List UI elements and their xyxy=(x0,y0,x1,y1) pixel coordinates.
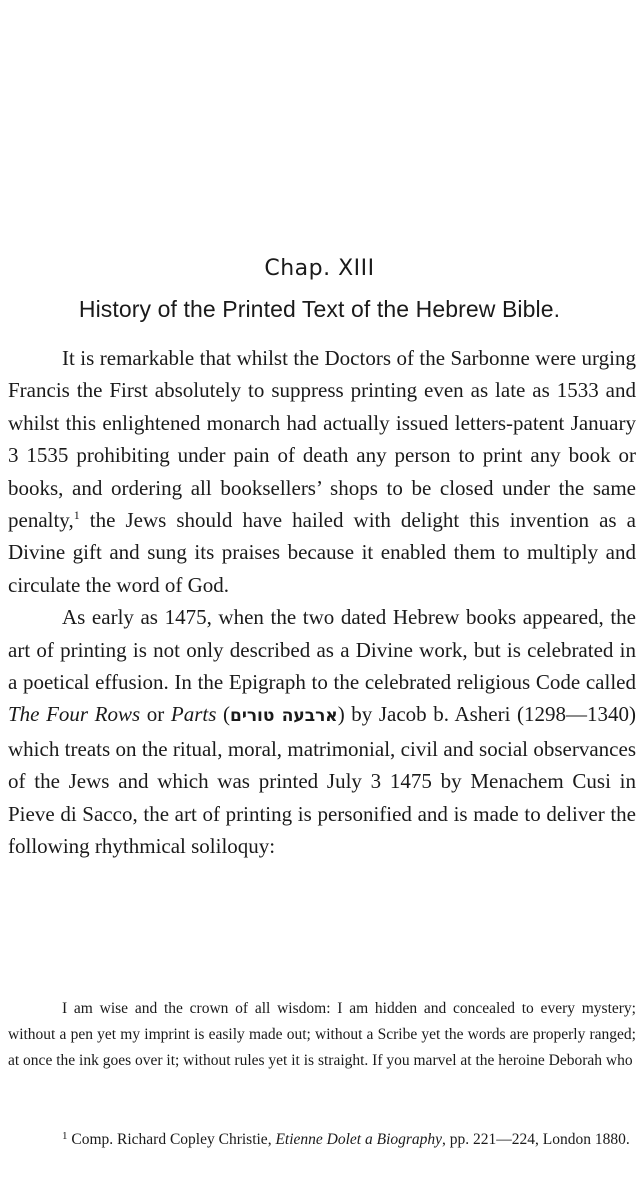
footnote-text-b: , pp. 221—224, London 1880. xyxy=(442,1131,630,1148)
paragraph-2-text-b: ) by Jacob b. Asheri (1298—1340) which treats on the ritual, moral, matrimonial, civil and social observances of the Jews and which was printed July 3 1475 by Menachem Cusi in Pieve di Sacco, the art of printing is personified and is made to deliver the following rhythmical soliloquy: xyxy=(8,702,637,859)
chapter-title: History of the Printed Text of the Hebrew Bible. xyxy=(78,296,561,322)
footnote-text-a: Comp. Richard Copley Christie, xyxy=(67,1131,276,1148)
block-quote xyxy=(8,996,636,1074)
paragraph-1-text-b: the Jews should have hailed with delight this invention as a Divine gift and sung its praises because it enabled them to multiply and circulate the word of God. xyxy=(8,508,636,597)
hebrew-title: ארבעה טורים xyxy=(229,706,338,727)
paragraph-2-or: or xyxy=(140,702,171,727)
paragraph-2-paren: ( xyxy=(216,702,230,727)
paragraph-2 xyxy=(8,601,636,862)
chapter-heading: Chap. XIII xyxy=(264,256,375,281)
footnote xyxy=(8,1124,636,1152)
footnote-reference: 1 xyxy=(73,508,80,523)
quote-text: I am wise and the crown of all wisdom: I am hidden and concealed to every mystery; without a pen yet my imprint is easily made out; without a Scribe yet the words are properly ranged; at once the ink goes over it; without rules yet it is straight. If you marvel at the heroine Deborah who xyxy=(8,1000,636,1069)
paragraph-2-text-a: As early as 1475, when the two dated Hebrew books appeared, the art of printing is not only described as a Divine work, but is celebrated in a poetical effusion. In the Epigraph to the celebrated religious Code called xyxy=(8,605,636,695)
parts-italic: Parts xyxy=(170,702,217,727)
footnote-text xyxy=(8,1124,636,1152)
footnote-mark: 1 xyxy=(62,1130,68,1142)
footnote-book-title: Etienne Dolet a Biography xyxy=(275,1131,443,1148)
paragraph-1-text-a: It is remarkable that whilst the Doctors of the Sarbonne were urging Francis the First absolutely to suppress printing even as late as 1533 and whilst this enlightened monarch had actually issued letters-patent January 3 1535 prohibiting under pain of death any person to print any book or books, and ordering all booksellers’ shops to be closed under the same penalty, xyxy=(8,346,636,533)
book-title-italic: The Four Rows xyxy=(8,702,141,727)
paragraph-1 xyxy=(8,342,636,601)
main-text xyxy=(8,342,636,863)
